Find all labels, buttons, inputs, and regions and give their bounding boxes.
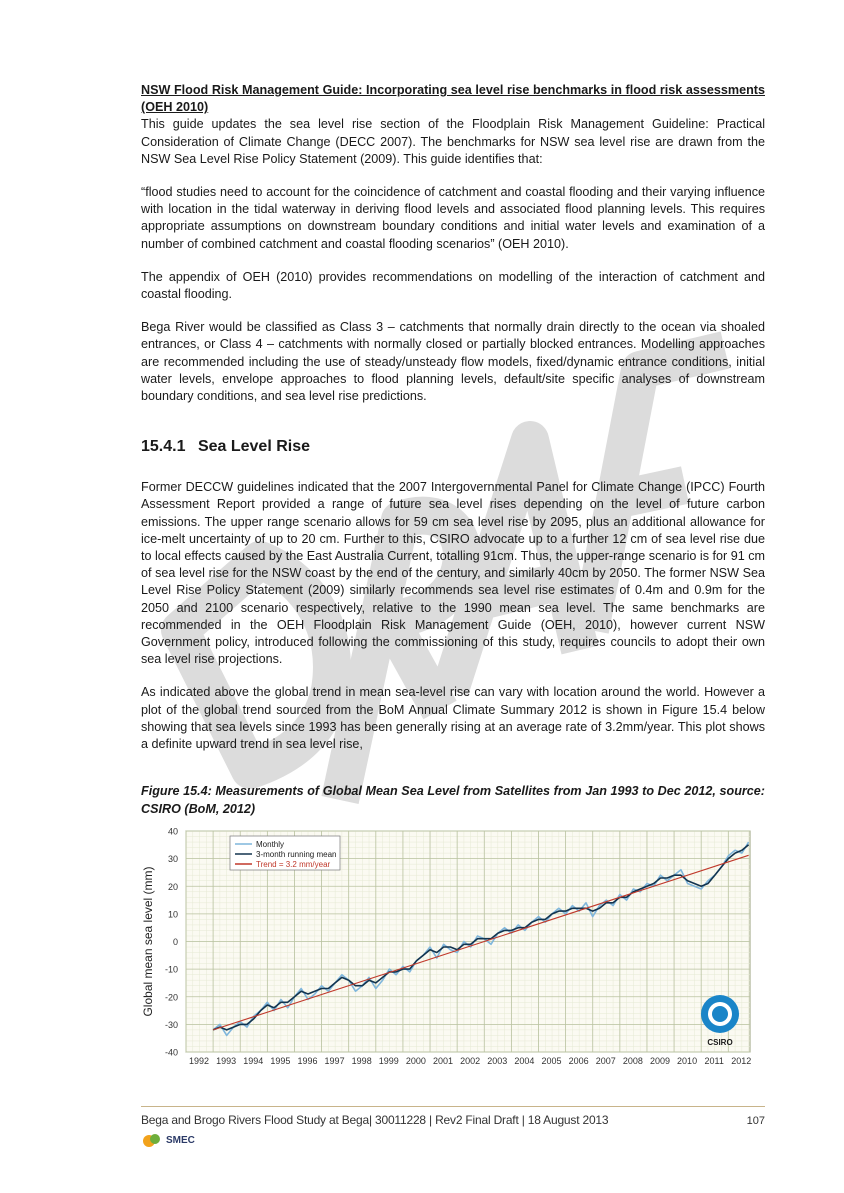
section-para-1: Former DECCW guidelines indicated that the 2007 Intergovernmental Panel for Climate Change (IPCC) Fourth Assessment Report provided a range of future sea level rises depending on the level of future carbon emissions. The upper range scenario allows for 59 cm sea level rise by 2095, plus an additional allowance for ice-melt uncertainty of up to 20 cm. Further to this, CSIRO advocate up to a further 12 cm of sea level rise due to local effects caused by the East Australia Current, totalling 91cm. Thus, the upper-range scenario is for 91 cm of sea level rise for the NSW coast by the end of the century, and similarly 40cm by 2050. The former NSW Sea Level Rise Policy Statement (2009) similarly recommends sea level rise estimates of 0.4m and 0.9m for the 2050 and 2100 scenario respectively, relative to the 1990 mean sea level. The same benchmarks are recommended in the OEH Floodplain Risk Management Guide (OEH, 2010), however current NSW Government policy, introduced following the commissioning of this study, requires councils to adopt their own sea level rise projections. — [141, 480, 765, 667]
y-tick-label: -40 — [164, 1047, 178, 1058]
x-tick-label: 2010 — [677, 1055, 698, 1066]
y-tick-label: 30 — [167, 853, 178, 864]
legend-label: 3-month running mean — [256, 849, 337, 859]
y-tick-label: 20 — [167, 881, 178, 892]
section-heading — [141, 437, 765, 457]
page-number: 107 — [746, 1115, 765, 1127]
guide-bega: Bega River would be classified as Class 3 – catchments that normally drain directly to the ocean via shoaled entrances, or Class 4 – catchments with normally closed or partially blocked entrances. Modelling approaches are recommended including the use of steady/unsteady flow models, fixed/dynamic entrance conditions, initial water levels, envelope approaches to flood planning levels, default/site specific analyses of downstream boundary conditions, and sea level rise predictions. — [141, 320, 765, 404]
guide-quote: “flood studies need to account for the coincidence of catchment and coastal flooding and their varying influence with location in the tidal waterway in deriving flood levels and associated flood planning levels. This requires appropriate assumptions on downstream boundary conditions and initial water levels and examination of a number of combined catchment and coastal flooding scenarios” (OEH 2010). — [141, 185, 765, 251]
x-tick-label: 2003 — [487, 1055, 508, 1066]
x-tick-label: 2005 — [541, 1055, 562, 1066]
x-tick-label: 2008 — [622, 1055, 643, 1066]
figure-caption: Figure 15.4: Measurements of Global Mean Sea Level from Satellites from Jan 1993 to Dec 2012, source: CSIRO (BoM, 2012) — [141, 784, 765, 816]
y-tick-label: 40 — [167, 826, 178, 837]
x-tick-label: 2004 — [514, 1055, 535, 1066]
x-tick-label: 2007 — [595, 1055, 616, 1066]
footer-text: Bega and Brogo Rivers Flood Study at Bega| 30011228 | Rev2 Final Draft | 18 August 2013 — [141, 1113, 609, 1127]
x-tick-label: 1994 — [243, 1055, 264, 1066]
legend-label: Trend = 3.2 mm/year — [256, 859, 331, 869]
x-tick-label: 2000 — [405, 1055, 426, 1066]
section-para-2: As indicated above the global trend in mean sea-level rise can vary with location around the world. However a plot of the global trend sourced from the BoM Annual Climate Summary 2012 is shown in Figure 15.4 below showing that sea levels since 1993 has been generally rising at an average rate of 3.2mm/year. This plot shows a definite upward trend in sea level rise, — [141, 685, 765, 752]
y-tick-label: 0 — [172, 936, 178, 947]
section-number: 15.4.1 — [141, 438, 186, 456]
guide-title: NSW Flood Risk Management Guide: Incorporating sea level rise benchmarks in flood risk assessments (OEH 2010) — [141, 83, 765, 115]
document-body — [141, 82, 765, 1074]
y-axis-label: Global mean sea level (mm) — [141, 866, 155, 1017]
section-title: Sea Level Rise — [197, 438, 311, 456]
x-tick-label: 1992 — [188, 1055, 210, 1066]
y-tick-label: 10 — [167, 909, 178, 920]
csiro-logo-core — [712, 1006, 728, 1022]
x-tick-label: 2002 — [460, 1055, 481, 1066]
x-tick-label: 1996 — [297, 1055, 318, 1066]
chart-svg — [138, 826, 758, 1074]
page-footer — [141, 1106, 765, 1146]
x-tick-label: 2009 — [649, 1055, 670, 1066]
x-tick-label: 1999 — [378, 1055, 399, 1066]
guide-appendix: The appendix of OEH (2010) provides recommendations on modelling of the interaction of catchment and coastal flooding. — [141, 269, 765, 302]
legend-label: Monthly — [256, 839, 285, 849]
x-tick-label: 1997 — [324, 1055, 345, 1066]
x-tick-label: 1998 — [351, 1055, 372, 1066]
smec-logo-text: SMEC — [166, 1134, 195, 1146]
y-tick-label: -10 — [164, 964, 178, 975]
x-tick-label: 2001 — [433, 1055, 454, 1066]
x-tick-label: 1995 — [270, 1055, 291, 1066]
y-tick-label: -30 — [164, 1019, 178, 1030]
x-tick-label: 2011 — [704, 1055, 724, 1066]
csiro-logo-text: CSIRO — [707, 1037, 733, 1047]
smec-logo — [141, 1132, 195, 1148]
guide-intro: This guide updates the sea level rise section of the Floodplain Risk Management Guideline: Practical Consideration of Climate Change (DECC 2007). The benchmarks for NSW sea level rise are drawn from the NSW Sea Level Rise Policy Statement (2009). This guide identifies that: — [141, 117, 765, 166]
x-tick-label: 2006 — [568, 1055, 589, 1066]
x-tick-label: 2012 — [731, 1055, 752, 1066]
smec-logo-icon — [141, 1132, 163, 1148]
sea-level-chart — [138, 826, 758, 1074]
y-tick-label: -20 — [164, 991, 178, 1002]
x-tick-label: 1993 — [216, 1055, 237, 1066]
